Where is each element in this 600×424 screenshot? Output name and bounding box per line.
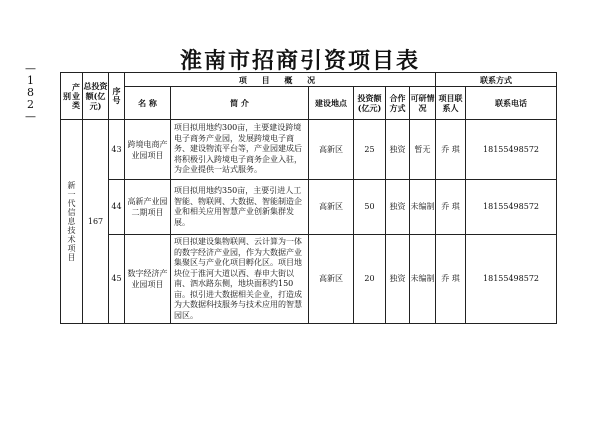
location-cell: 高新区 xyxy=(309,180,354,235)
project-intro-cell: 项目拟建设集物联网、云计算为一体的数字经济产业园，作为大数据产业集聚区与产业化项目孵化区。项目地块位于淮河大道以西、春申大街以南、泗水路东侧，地块面积约150亩。拟引进大数据相关企业，打造成为大数据科技服务与技术应用的智慧园区。 xyxy=(171,235,309,324)
header-row-1 xyxy=(61,73,557,87)
col-feasibility: 可研情况 xyxy=(410,87,436,120)
total-investment-cell: 167 xyxy=(83,120,109,324)
col-coop-mode: 合作方式 xyxy=(386,87,410,120)
phone-cell: 18155498572 xyxy=(466,180,557,235)
investment-cell: 20 xyxy=(354,235,386,324)
table-row xyxy=(61,120,557,180)
coop-mode-cell: 独资 xyxy=(386,180,410,235)
investment-cell: 50 xyxy=(354,180,386,235)
project-name-cell: 高新产业园二期项目 xyxy=(125,180,171,235)
col-name: 名 称 xyxy=(125,87,171,120)
col-phone: 联系电话 xyxy=(466,87,557,120)
page-title: 淮南市招商引资项目表 xyxy=(179,48,420,74)
col-contact-info: 联系方式 xyxy=(436,73,557,87)
header-row-2 xyxy=(61,87,557,120)
seq-cell: 45 xyxy=(109,235,125,324)
feasibility-cell: 未编制 xyxy=(410,235,436,324)
contact-cell: 乔 琪 xyxy=(436,180,466,235)
investment-cell: 25 xyxy=(354,120,386,180)
col-location: 建设地点 xyxy=(309,87,354,120)
phone-cell: 18155498572 xyxy=(466,235,557,324)
contact-cell: 乔 琪 xyxy=(436,235,466,324)
table-row xyxy=(61,180,557,235)
col-project-overview: 项 目 概 况 xyxy=(125,73,436,87)
page-number: —182— xyxy=(24,62,37,122)
phone-cell: 18155498572 xyxy=(466,120,557,180)
project-intro-cell: 项目拟用地约300亩，主要建设跨境电子商务产业园，发展跨境电子商务、建设物流平台等，产业园建成后将积极引入跨境电子商务企业入驻，为企业提供一站式服务。 xyxy=(171,120,309,180)
col-total-investment: 总投资额(亿元) xyxy=(83,73,109,120)
col-seq: 序号 xyxy=(109,73,125,120)
location-cell: 高新区 xyxy=(309,235,354,324)
col-investment: 投资额(亿元) xyxy=(354,87,386,120)
location-cell: 高新区 xyxy=(309,120,354,180)
table-row xyxy=(61,235,557,324)
coop-mode-cell: 独资 xyxy=(386,120,410,180)
contact-cell: 乔 琪 xyxy=(436,120,466,180)
seq-cell: 44 xyxy=(109,180,125,235)
feasibility-cell: 未编制 xyxy=(410,180,436,235)
industry-cell: 新一代信息技术项目 xyxy=(61,120,83,324)
project-name-cell: 跨境电商产业园项目 xyxy=(125,120,171,180)
project-name-cell: 数字经济产业园项目 xyxy=(125,235,171,324)
col-industry-type: 产业类别 xyxy=(61,73,83,120)
coop-mode-cell: 独资 xyxy=(386,235,410,324)
col-intro: 简 介 xyxy=(171,87,309,120)
project-intro-cell: 项目拟用地约350亩，主要引进人工智能、物联网、大数据、智能制造企业和相关应用智慧产业创新集群发展。 xyxy=(171,180,309,235)
project-table xyxy=(60,72,557,324)
seq-cell: 43 xyxy=(109,120,125,180)
feasibility-cell: 暂无 xyxy=(410,120,436,180)
col-project-contact: 项目联系人 xyxy=(436,87,466,120)
